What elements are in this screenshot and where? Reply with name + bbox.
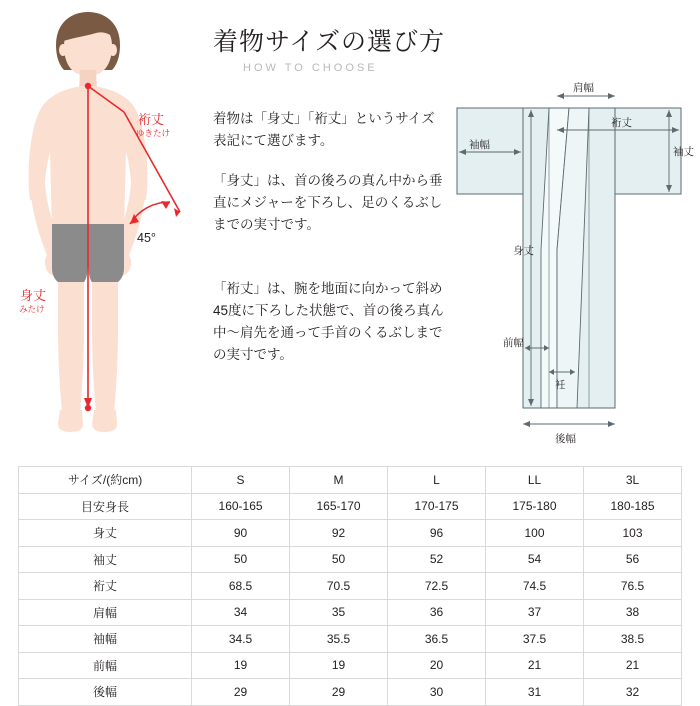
row-label: 後幅	[19, 679, 192, 706]
cell: 37	[486, 599, 584, 626]
cell: 30	[388, 679, 486, 706]
cell: 56	[583, 546, 681, 573]
paragraph-2: 「身丈」は、首の後ろの真ん中から垂直にメジャーを下ろし、足のくるぶしまでの実寸です。	[213, 173, 443, 232]
cell: 74.5	[486, 573, 584, 600]
table-header-size-s: S	[192, 467, 290, 494]
page-title: 着物サイズの選び方	[213, 28, 446, 56]
row-label: 目安身長	[19, 493, 192, 520]
cell: 19	[290, 652, 388, 679]
cell: 35	[290, 599, 388, 626]
table-header-size-ll: LL	[486, 467, 584, 494]
cell: 72.5	[388, 573, 486, 600]
kimono-diagram-panel	[445, 0, 700, 460]
cell: 32	[583, 679, 681, 706]
kimono-shape	[457, 108, 681, 408]
mitake-label: 身丈	[20, 288, 47, 303]
sodetake-label: 袖丈	[673, 146, 694, 158]
ushirohaba-label: 後幅	[555, 433, 576, 445]
cell: 35.5	[290, 626, 388, 653]
cell: 76.5	[583, 573, 681, 600]
cell: 170-175	[388, 493, 486, 520]
table-header-size-l: L	[388, 467, 486, 494]
paragraph-1: 着物は「身丈」「裄丈」というサイズ表記にて選びます。	[213, 111, 435, 148]
page-subtitle: HOW TO CHOOSE	[243, 62, 378, 74]
table-row	[19, 626, 682, 653]
yukitake-label: 裄丈	[138, 112, 165, 127]
table-row	[19, 520, 682, 547]
cell: 180-185	[583, 493, 681, 520]
cell: 50	[192, 546, 290, 573]
row-label: 前幅	[19, 652, 192, 679]
row-label: 身丈	[19, 520, 192, 547]
kimono-diagram-svg	[445, 0, 700, 460]
cell: 100	[486, 520, 584, 547]
okumi-label: 衽	[555, 379, 566, 391]
maehaba-label: 前幅	[503, 337, 524, 349]
cell: 29	[290, 679, 388, 706]
cell: 103	[583, 520, 681, 547]
cell: 92	[290, 520, 388, 547]
cell: 54	[486, 546, 584, 573]
cell: 21	[583, 652, 681, 679]
paragraph-3: 「裄丈」は、腕を地面に向かって斜め45度に下ろした状態で、首の後ろ真ん中～肩先を通って手首のくるぶしまでの実寸です。	[213, 281, 444, 362]
mitake-reading: みたけ	[19, 304, 45, 314]
cell: 21	[486, 652, 584, 679]
cell: 37.5	[486, 626, 584, 653]
table-row	[19, 573, 682, 600]
body-figure-svg	[0, 0, 205, 460]
table-row	[19, 546, 682, 573]
row-label: 袖丈	[19, 546, 192, 573]
cell: 31	[486, 679, 584, 706]
cell: 52	[388, 546, 486, 573]
yukitake-reading: ゆきたけ	[136, 128, 171, 138]
table-row	[19, 599, 682, 626]
row-label: 肩幅	[19, 599, 192, 626]
yukitake-label-kimono: 裄丈	[611, 117, 632, 129]
cell: 34.5	[192, 626, 290, 653]
cell: 165-170	[290, 493, 388, 520]
cell: 29	[192, 679, 290, 706]
table-row	[19, 493, 682, 520]
mitake-label-kimono: 身丈	[513, 245, 534, 257]
row-label: 裄丈	[19, 573, 192, 600]
table-row	[19, 652, 682, 679]
row-label: 袖幅	[19, 626, 192, 653]
cell: 34	[192, 599, 290, 626]
cell: 50	[290, 546, 388, 573]
table-header-size-m: M	[290, 467, 388, 494]
cell: 19	[192, 652, 290, 679]
cell: 68.5	[192, 573, 290, 600]
cell: 96	[388, 520, 486, 547]
cell: 90	[192, 520, 290, 547]
body-figure-panel	[0, 0, 205, 460]
text-panel	[205, 0, 445, 460]
katahaba-label: 肩幅	[573, 82, 594, 94]
table-header-label: サイズ/(約cm)	[19, 467, 192, 494]
cell: 38.5	[583, 626, 681, 653]
cell: 160-165	[192, 493, 290, 520]
table-row	[19, 679, 682, 706]
table-header-row	[19, 467, 682, 494]
cell: 36.5	[388, 626, 486, 653]
angle-label: 45°	[137, 231, 156, 245]
cell: 175-180	[486, 493, 584, 520]
cell: 36	[388, 599, 486, 626]
cell: 38	[583, 599, 681, 626]
table-header-size-3l: 3L	[583, 467, 681, 494]
cell: 70.5	[290, 573, 388, 600]
sodehaba-label: 袖幅	[469, 139, 490, 151]
cell: 20	[388, 652, 486, 679]
size-table	[18, 466, 682, 706]
